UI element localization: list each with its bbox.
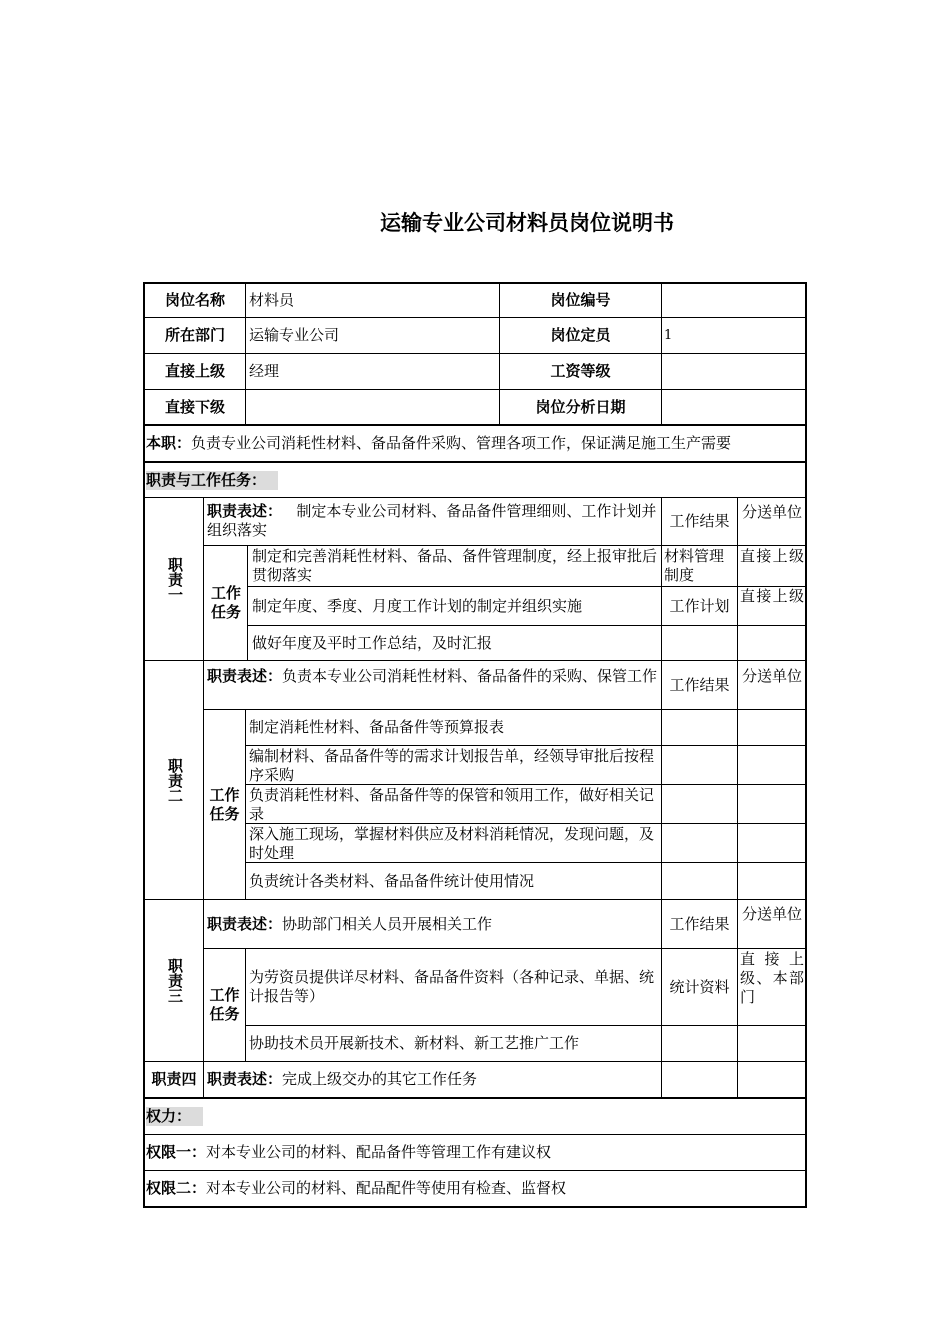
duty1-result-header: 工作结果 [669, 512, 730, 530]
duty2-task-3: 负责消耗性材料、备品备件等的保管和领用工作，做好相关记录 [249, 786, 655, 823]
superior-label: 直接上级 [164, 362, 225, 380]
quota-value: 1 [664, 328, 673, 343]
power-header: 权力： [146, 1099, 804, 1134]
post-no-value [664, 284, 804, 317]
document-title: 运输专业公司材料员岗位说明书 [380, 211, 674, 235]
subordinate-value [249, 390, 497, 424]
duty1-name: 职责一 [166, 556, 184, 602]
duty1-task-label: 工作任务 [210, 584, 241, 621]
power-item-1: 权限一： 对本专业公司的材料、配品备件等管理工作有建议权 [146, 1143, 552, 1161]
duty3-task-1-send: 直接上级、本部门 [740, 950, 804, 1006]
duty1-task-1-send: 直接上级 [740, 547, 804, 565]
duty2-task-2: 编制材料、备品备件等的需求计划报告单，经领导审批后按程序采购 [249, 747, 655, 784]
duty3-desc: 职责表述： 协助部门相关人员开展相关工作 [207, 914, 493, 933]
quota-label: 岗位定员 [550, 326, 611, 344]
analysis-date-label: 岗位分析日期 [535, 397, 626, 416]
dept-label: 所在部门 [164, 326, 225, 344]
duty1-send-header: 分送单位 [741, 503, 802, 521]
power-item-2: 权限二： 对本专业公司的材料、配品配件等使用有检查、监督权 [146, 1179, 567, 1197]
post-no-label: 岗位编号 [550, 291, 611, 309]
duty2-task-5: 负责统计各类材料、备品备件统计使用情况 [249, 872, 535, 890]
duty1-task-2: 制定年度、季度、月度工作计划的制定并组织实施 [252, 596, 583, 615]
duty3-send-header: 分送单位 [741, 905, 802, 923]
duty2-task-label: 工作任务 [209, 785, 240, 823]
main-duty-label: 本职： [146, 434, 192, 452]
duty2-name: 职责二 [166, 757, 184, 803]
dept-value: 运输专业公司 [249, 326, 340, 344]
duties-header: 职责与工作任务： [146, 463, 804, 497]
duty1-task-1-result: 材料管理制度 [664, 547, 725, 584]
duty3-task-2: 协助技术员开展新技术、新材料、新工艺推广工作 [249, 1034, 580, 1052]
main-duty-text: 负责专业公司消耗性材料、备品备件采购、管理各项工作，保证满足施工生产需要 [191, 434, 732, 452]
analysis-date-value [664, 390, 804, 424]
duty2-send-header: 分送单位 [741, 667, 802, 685]
main-duty [146, 426, 804, 461]
duty1-task-2-send: 直接上级 [740, 587, 804, 605]
duty3-name: 职责三 [166, 958, 184, 1003]
superior-value: 经理 [249, 362, 280, 380]
grade-label: 工资等级 [550, 362, 611, 380]
duty1-desc: 职责表述： 制定本专业公司材料、备品备件管理细则、工作计划并组织落实 [207, 502, 657, 539]
duty3-task-1-result: 统计资料 [669, 977, 730, 996]
duty2-result-header: 工作结果 [669, 675, 730, 694]
duty3-task-label: 工作任务 [209, 986, 240, 1023]
duty3-task-1: 为劳资员提供详尽材料、备品备件资料（各种记录、单据、统计报告等） [249, 968, 655, 1005]
duty2-task-4: 深入施工现场，掌握材料供应及材料消耗情况，发现问题，及时处理 [249, 825, 655, 862]
duty1-task-2-result: 工作计划 [669, 596, 730, 615]
duty4-desc: 职责表述： 完成上级交办的其它工作任务 [207, 1070, 478, 1088]
duty1-task-3: 做好年度及平时工作总结，及时汇报 [252, 633, 493, 652]
duty4-name: 职责四 [151, 1070, 197, 1088]
subordinate-label: 直接下级 [164, 397, 225, 416]
post-name-label: 岗位名称 [164, 291, 225, 309]
grade-value [664, 354, 804, 389]
duty2-desc: 职责表述：负责本专业公司消耗性材料、备品备件的采购、保管工作 [207, 667, 658, 685]
post-name-value: 材料员 [249, 291, 295, 309]
duty2-task-1: 制定消耗性材料、备品备件等预算报表 [249, 718, 505, 736]
duty3-result-header: 工作结果 [669, 914, 730, 933]
duty1-task-1: 制定和完善消耗性材料、备品、备件管理制度，经上报审批后贯彻落实 [252, 547, 658, 584]
